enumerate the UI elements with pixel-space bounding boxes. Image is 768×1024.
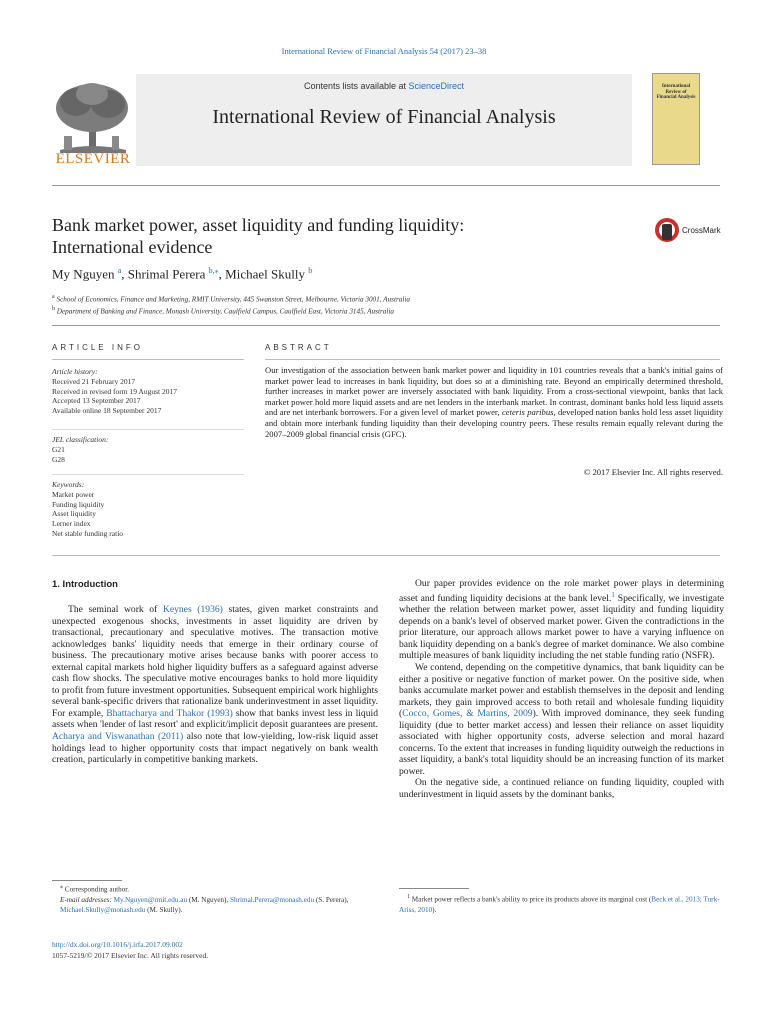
affiliation-text: School of Economics, Finance and Marketing, RMIT University, 445 Swanston Street, Melbourne, Victoria 3001, Australia xyxy=(56,295,410,304)
author[interactable]: Shrimal Perera xyxy=(127,266,206,282)
abstract-part: , developed nation banks hold less asset liquidity and obtain more interbank funding liquidity than their developing country peers. These results remain equally relevant during the 2007–2009 global financial crisis (GFC). xyxy=(265,407,723,439)
article-info-separator xyxy=(52,429,244,430)
cover-title: International Review of Financial Analysis xyxy=(656,84,696,100)
affiliations xyxy=(52,292,692,317)
front-matter-divider xyxy=(52,325,720,326)
abstract-rule xyxy=(265,359,720,360)
abstract-bottom-rule xyxy=(52,555,720,556)
text-run: The seminal work of xyxy=(68,604,163,615)
article-info-heading: ARTICLE INFO xyxy=(52,343,143,352)
abstract-heading: ABSTRACT xyxy=(265,343,332,352)
footnote-rule xyxy=(399,888,469,889)
history-item: Accepted 13 September 2017 xyxy=(52,396,141,406)
text-run: Our paper provides evidence on the role market power plays in determining asset and funding liquidity decisions at the bank level. xyxy=(399,578,724,604)
crossmark-icon[interactable] xyxy=(654,216,724,244)
author[interactable]: Michael Skully xyxy=(225,266,305,282)
text-run: show that banks invest less in liquid assets when 'lender of last resort' and explicit/implicit deposit guarantees are present. xyxy=(52,707,378,731)
email-owner: (M. Skully). xyxy=(145,905,183,914)
text-run: We contend, depending on the competitive dynamics, that bank liquidity can be either a positive or negative function of market power. On the positive side, when banks accumulate market power and establish themselves in the deposit and lending markets, they gain improved access to both retail and wholesale funding liquidity ( xyxy=(399,662,724,720)
article-identifiers xyxy=(52,940,208,961)
affiliation xyxy=(52,304,692,316)
citation-link[interactable]: Bhattacharya and Thakor (1993) xyxy=(106,707,233,719)
abstract-copyright: © 2017 Elsevier Inc. All rights reserved. xyxy=(583,467,723,477)
contents-line xyxy=(136,81,632,91)
text-run: Specifically, we investigate whether the relation between market power, asset liquidity and funding liquidity depends on a bank's level of observed market power. Given the contradictions in the prior literature, our approach allows market power to have a varying influence on bank liquidity depending on a bank's degree of market dominance. We also combine multiple measures of bank liquidity including the net stable funding ratio (NSFR). xyxy=(399,592,724,662)
email-owner: (S. Perera), xyxy=(314,895,349,904)
affiliation-mark: a xyxy=(52,294,55,300)
affiliation-mark: b xyxy=(52,306,55,313)
article-info-rule xyxy=(52,359,244,360)
citation-link[interactable]: Cocco, Gomes, & Martins, 2009 xyxy=(402,708,533,720)
issn-copyright: 1057-5219/© 2017 Elsevier Inc. All rights reserved. xyxy=(52,950,209,960)
jel-label: JEL classification: xyxy=(52,435,109,444)
email-lines xyxy=(52,895,382,915)
footnote-1 xyxy=(399,892,724,915)
email-link[interactable]: Michael.Skully@monash.edu xyxy=(60,905,146,914)
text-run: also note that low-yielding, low-risk liquid asset holdings lead to higher opportunity costs that impact negatively on bank wealth creation, particularly in competitive banking markets. xyxy=(52,731,378,766)
sciencedirect-link[interactable]: ScienceDirect xyxy=(408,81,465,91)
body-column-left xyxy=(52,604,378,766)
author-list xyxy=(52,266,652,282)
jel-classification xyxy=(52,435,252,464)
abstract-text xyxy=(265,365,723,439)
journal-title: International Review of Financial Analysis xyxy=(212,106,556,128)
footnote-citation-link[interactable]: Beck et al., 2013; Turk-Ariss, 2010 xyxy=(399,895,720,914)
footnote-end: ). xyxy=(432,905,437,914)
corresponding-footnote xyxy=(52,882,382,915)
keyword: Funding liquidity xyxy=(52,499,105,509)
author-affiliation-mark[interactable]: b xyxy=(308,266,313,275)
footnote-rule xyxy=(52,880,122,881)
email-link[interactable]: My.Nguyen@rmit.edu.au xyxy=(113,895,188,904)
text-run: ). With improved dominance, they seek funding liquidity (due to better market access) and lessen their reliance on asset liquidity associated with higher opportunity costs, adverse selection and moral hazard concerns. To the extent that increases in funding liquidity outweigh the reductions in asset liquidity, a bank's total liquidity should be an increasing function of its market power. xyxy=(399,708,724,777)
corresponding-mark: ⁎ xyxy=(60,884,63,890)
keyword: Market power xyxy=(52,489,95,499)
paragraph xyxy=(52,604,378,766)
contents-prefix: Contents lists available at xyxy=(303,81,409,91)
crossmark-label: CrossMark xyxy=(682,226,721,235)
paragraph xyxy=(399,578,724,662)
footnote-ref[interactable]: 1 xyxy=(611,590,615,599)
abstract-part: Our investigation of the association between bank market power and liquidity in 101 countries reveals that a bank's initial gains of market power lead to increases in bank liquidity, but does so at a diminishing rate. Beyond an empirically determined threshold, further increases in market power are inversely associated with bank liquidity. From a cross-sectional viewpoint, banks that lack market power hold more liquid assets and are net lenders in the interbank market. In contrast, dominant banks hold less liquid assets and are net interbank borrowers. For a given level of market power, xyxy=(265,365,723,418)
abstract-italic: ceteris paribus xyxy=(501,407,554,418)
doi-link[interactable]: http://dx.doi.org/10.1016/j.irfa.2017.09.002 xyxy=(52,940,183,949)
citation-link[interactable]: Keynes (1936) xyxy=(162,604,223,615)
history-item: Received in revised form 19 August 2017 xyxy=(52,386,177,396)
section-heading-introduction: 1. Introduction xyxy=(52,579,118,590)
author-affiliation-mark[interactable]: a xyxy=(117,266,122,275)
article-history xyxy=(52,367,252,416)
affiliation xyxy=(52,292,692,304)
footnote-text: Market power reflects a bank's ability to price its products above its marginal cost ( xyxy=(411,895,652,904)
keyword: Asset liquidity xyxy=(52,509,96,519)
keyword: Net stable funding ratio xyxy=(52,528,124,538)
corresponding-line xyxy=(52,882,382,895)
jel-code: G21 xyxy=(52,444,65,454)
keyword: Lerner index xyxy=(52,519,91,529)
body-column-right xyxy=(399,578,724,801)
paper-title xyxy=(52,214,632,258)
email-link[interactable]: Shrimal.Perera@monash.edu xyxy=(230,895,315,904)
journal-reference[interactable]: International Review of Financial Analysis 54 (2017) 23–38 xyxy=(281,46,487,56)
citation-link[interactable]: Acharya and Viswanathan (2011) xyxy=(52,731,184,743)
paper-title-line2: International evidence xyxy=(52,237,213,257)
paragraph xyxy=(399,777,724,800)
email-owner: (M. Nguyen), xyxy=(187,895,230,904)
author-separator: , xyxy=(121,266,128,282)
history-item: Available online 18 September 2017 xyxy=(52,406,162,416)
footnote-mark: 1 xyxy=(407,894,410,900)
history-label: Article history: xyxy=(52,367,98,376)
corresponding-text: Corresponding author. xyxy=(64,885,130,894)
text-run: On the negative side, a continued reliance on funding liquidity, coupled with underinvestment in liquid assets by the dominant banks, xyxy=(399,777,724,801)
keywords-label: Keywords: xyxy=(52,480,85,489)
text-run: states, given market constraints and unexpected exogenous shocks, investments in asset liquidity are driven by transactional, precautionary and speculative motives. The transaction motive acknowledges banks' liquidity needs that emerge in their ordinary course of business. The precautionary motive arises because banks with poorer access to external capital markets hold higher liquidity buffers as a safeguard against adverse cash flow shocks. The speculative motive encourages banks to hold more liquidity to profit from future investment opportunities. Subsequent empirical work highlights several bank-specific drivers that rationalize bank underinvestment in asset liquidity. For example, xyxy=(52,604,379,719)
author-separator: , xyxy=(218,266,226,282)
article-info-separator xyxy=(52,474,244,475)
author-affiliation-mark[interactable]: b,⁎ xyxy=(208,266,219,275)
elsevier-wordmark: ELSEVIER xyxy=(55,151,131,167)
author[interactable]: My Nguyen xyxy=(52,266,115,282)
email-label: E-mail addresses: xyxy=(60,895,114,904)
header-divider xyxy=(52,185,720,186)
jel-code: G28 xyxy=(52,454,65,464)
paper-title-line1: Bank market power, asset liquidity and funding liquidity: xyxy=(52,215,465,235)
affiliation-text: Department of Banking and Finance, Monash University, Caulfield Campus, Caulfield East, Victoria 3145, Australia xyxy=(56,307,394,316)
paragraph xyxy=(399,662,724,777)
keywords xyxy=(52,480,252,539)
history-item: Received 21 February 2017 xyxy=(52,376,136,386)
